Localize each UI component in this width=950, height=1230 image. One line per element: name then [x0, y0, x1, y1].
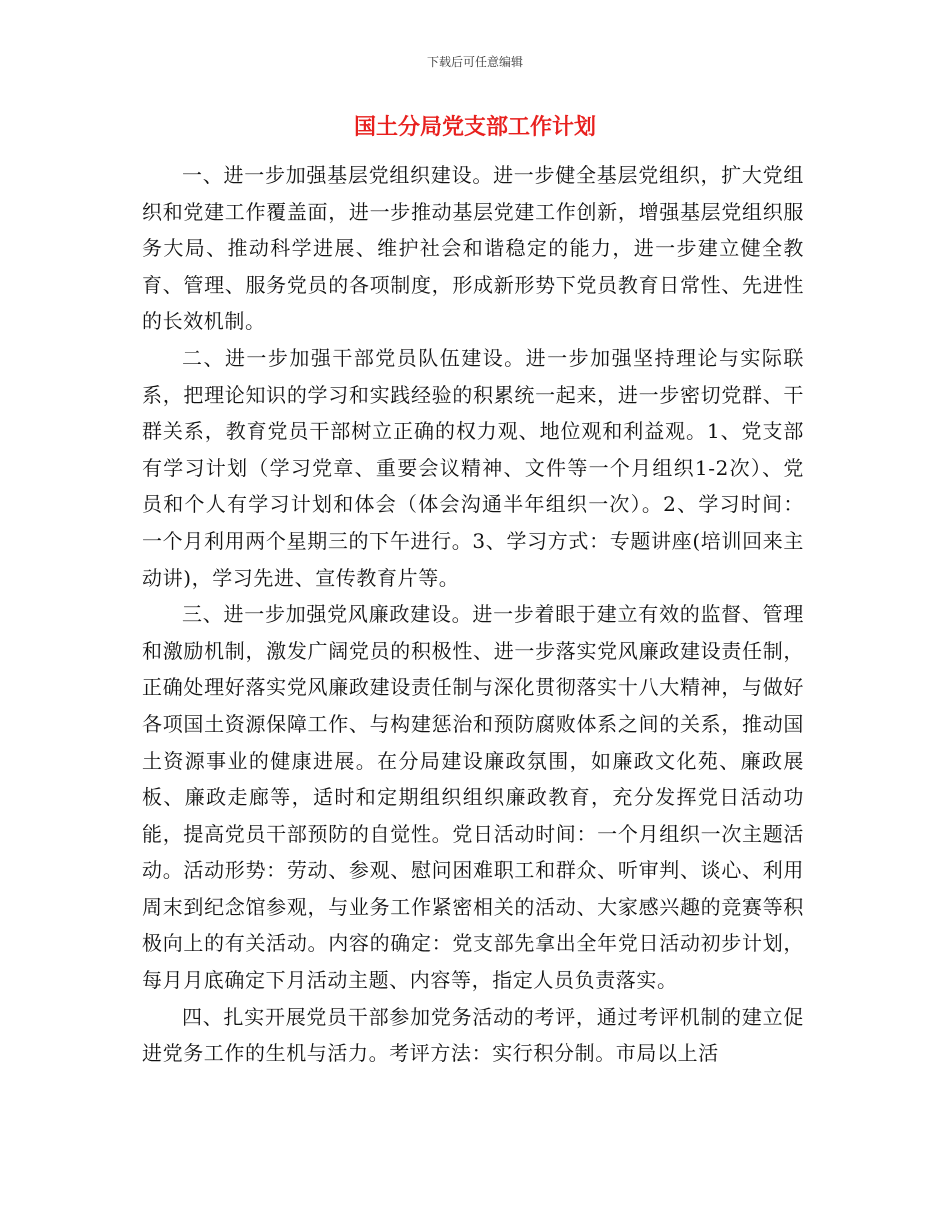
document-title: 国土分局党支部工作计划 [353, 115, 596, 140]
paragraph-3: 三、进一步加强党风廉政建设。进一步着眼于建立有效的监督、管理和激励机制，激发广阔党员的积极性、进一步落实党风廉政建设责任制，正确处理好落实党风廉政建设责任制与深化贯彻落实十八大精神，与做好各项国土资源保障工作、与构建惩治和预防腐败体系之间的关系，推动国土资源事业的健康进展。在分局建设廉政氛围，如廉政文化苑、廉政展板、廉政走廊等，适时和定期组织组织廉政教育，充分发挥党日活动功能，提高党员干部预防的自觉性。党日活动时间：一个月组织一次主题活动。活动形势：劳动、参观、慰问困难职工和群众、听审判、谈心、利用周末到纪念馆参观，与业务工作紧密相关的活动、大家感兴趣的竞赛等积极向上的有关活动。内容的确定：党支部先拿出全年党日活动初步计划，每月月底确定下月活动主题、内容等，指定人员负责落实。 [142, 602, 804, 993]
paragraph-1: 一、进一步加强基层党组织建设。进一步健全基层党组织，扩大党组织和党建工作覆盖面，进一步推动基层党建工作创新，增强基层党组织服务大局、推动科学进展、维护社会和谐稳定的能力，进一步建立健全教育、管理、服务党员的各项制度，形成新形势下党员教育日常性、先进性的长效机制。 [142, 163, 804, 334]
paragraph-2: 二、进一步加强干部党员队伍建设。进一步加强坚持理论与实际联系，把理论知识的学习和实践经验的积累统一起来，进一步密切党群、干群关系，教育党员干部树立正确的权力观、地位观和利益观。1、党支部有学习计划（学习党章、重要会议精神、文件等一个月组织1-2次）、党员和个人有学习计划和体会（体会沟通半年组织一次）。2、学习时间：一个月利用两个星期三的下午进行。3、学习方式：专题讲座(培训回来主动讲)，学习先进、宣传教育片等。 [142, 345, 804, 590]
header-note: 下载后可任意编辑 [426, 55, 523, 69]
document-body [142, 157, 804, 1072]
paragraph-4: 四、扎实开展党员干部参加党务活动的考评，通过考评机制的建立促进党务工作的生机与活力。考评方法：实行积分制。市局以上活 [142, 1004, 804, 1066]
